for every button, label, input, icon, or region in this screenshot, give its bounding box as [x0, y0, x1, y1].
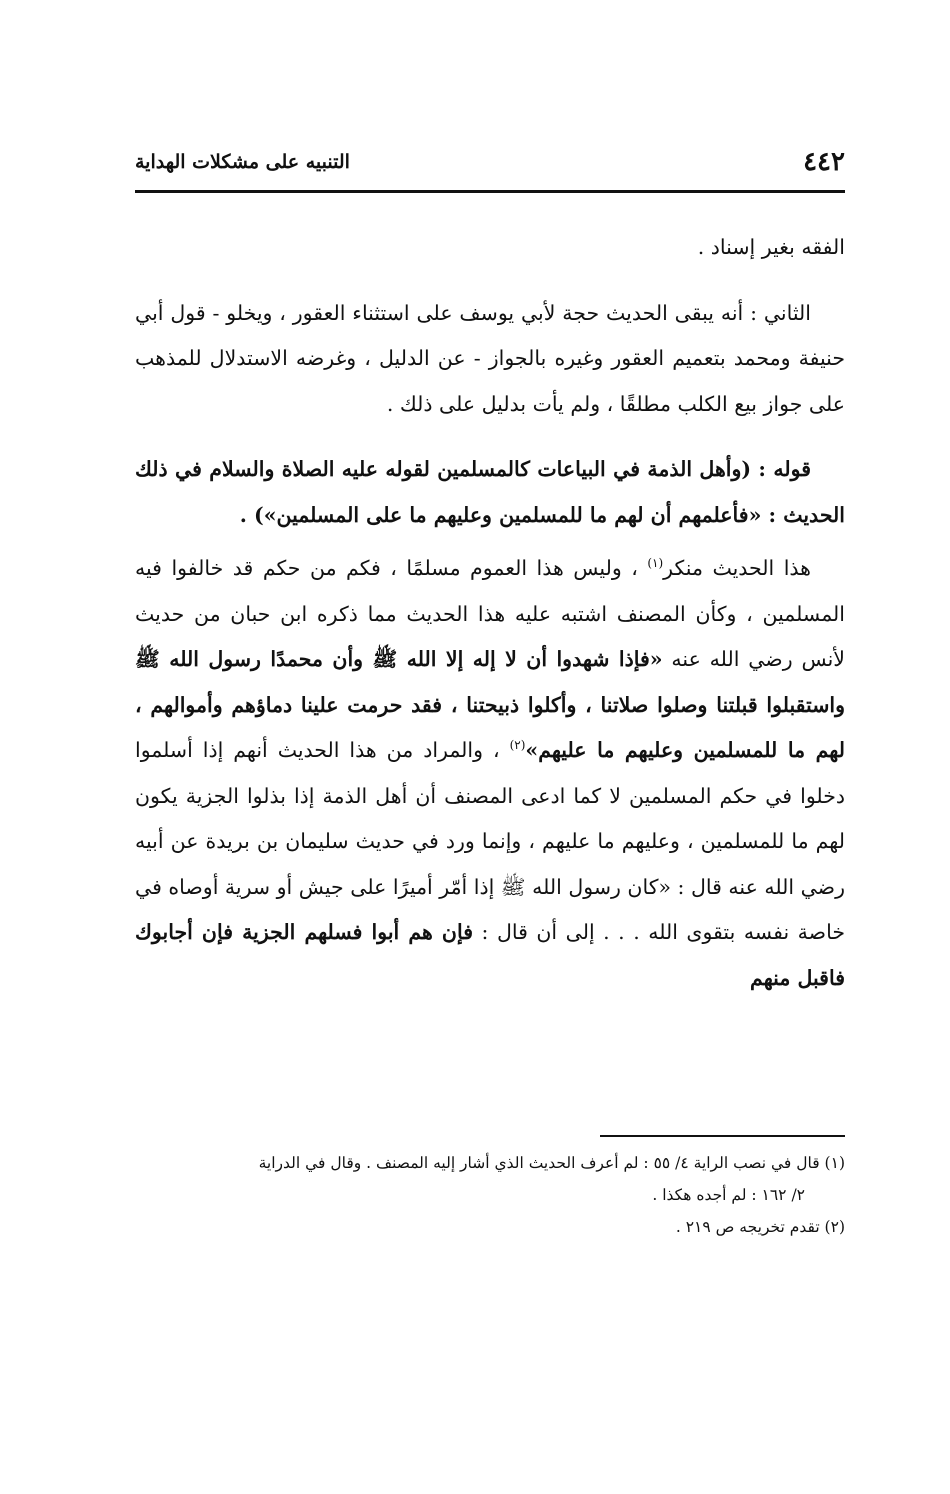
footnotes: [135, 1147, 845, 1243]
hadith-quote-buraydah: فإن هم أبوا فسلهم الجزية فإن أجابوك فاقبل منهم: [135, 920, 845, 990]
footnote-1-line-1: (١) قال في نصب الراية ٤/ ٥٥ : لم أعرف الحديث الذي أشار إليه المصنف . وقال في الدراية: [258, 1154, 845, 1172]
paragraph-1: الفقه بغير إسناد .: [697, 235, 845, 259]
footnote-ref-1: (١): [647, 556, 664, 571]
page-header: [135, 140, 845, 184]
paragraph-4-part-a: هذا الحديث منكر: [663, 556, 811, 580]
footnote-1-line-2: ٢/ ١٦٢ : لم أجده هكذا .: [652, 1186, 805, 1204]
paragraph-4-part-b: ، وليس هذا العموم مسلمًا ، فكم من حكم قد خالفوا فيه المسلمين ، وكأن المصنف اشتبه عليه هذا الحديث مما ذكره ابن حبان من حديث لأنس رضي الله عنه: [135, 556, 845, 671]
paragraph-3-quote: قوله : (وأهل الذمة في البياعات كالمسلمين لقوله عليه الصلاة والسلام في ذلك الحديث : «فأعلمهم أن لهم ما للمسلمين وعليهم ما على المسلمين») .: [135, 457, 845, 527]
hadith-quote-anas: «فإذا شهدوا أن لا إله إلا الله ﷺ وأن محمدًا رسول الله ﷺ واستقبلوا قبلتنا وصلوا صلاتنا ، وأكلوا ذبيحتنا ، فقد حرمت علينا دماؤهم وأموالهم ، لهم ما للمسلمين وعليهم ما عليهم»: [135, 647, 845, 762]
header-divider: [135, 190, 845, 193]
page-number: ٤٤٢: [803, 147, 845, 177]
main-text: [135, 225, 845, 1001]
paragraph-2: الثاني : أنه يبقى الحديث حجة لأبي يوسف على استثناء العقور ، ويخلو - قول أبي حنيفة ومحمد بتعميم العقور وغيره بالجواز - عن الدليل ، وغرضه الاستدلال للمذهب على جواز بيع الكلب مطلقًا ، ولم يأت بدليل على ذلك .: [135, 300, 845, 416]
running-title: التنبيه على مشكلات الهداية: [135, 151, 350, 173]
footnote-ref-2: (٢): [509, 738, 526, 753]
paragraph-4: [135, 546, 845, 1001]
footnote-divider: [600, 1135, 845, 1137]
paragraph-4-part-c: ، والمراد من هذا الحديث أنهم إذا أسلموا دخلوا في حكم المسلمين لا كما ادعى المصنف أن أهل الذمة إذا بذلوا الجزية يكون لهم ما للمسلمين ، وعليهم ما عليهم ، وإنما ورد في حديث سليمان بن بريدة عن أبيه رضي الله عنه قال : «كان رسول الله ﷺ إذا أمّر أميرًا على جيش أو سرية أوصاه في خاصة نفسه بتقوى الله . . . إلى أن قال :: [135, 738, 845, 944]
footnote-2: (٢) تقدم تخريجه ص ٢١٩ .: [675, 1218, 845, 1236]
